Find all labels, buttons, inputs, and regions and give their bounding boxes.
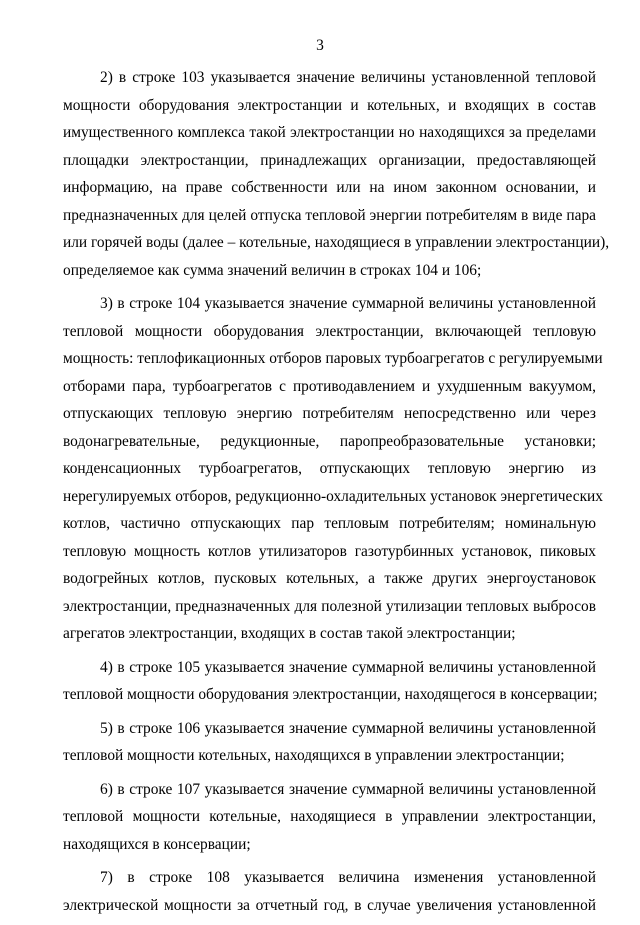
- paragraph-line: конденсационных турбоагрегатов, отпускающих тепловую энергию из: [63, 460, 596, 477]
- paragraph-line: 4) в строке 105 указывается значение суммарной величины установленной: [100, 658, 596, 676]
- paragraph-line: находящихся в консервации;: [63, 835, 251, 853]
- paragraph-line: электрической мощности за отчетный год, в случае увеличения установленной: [63, 896, 596, 914]
- page-number: 3: [316, 37, 324, 54]
- paragraph-line: тепловой мощности оборудования электростанции, включающей тепловую: [63, 322, 596, 340]
- body-text: [63, 64, 610, 925]
- paragraph-line: 5) в строке 106 указывается значение суммарной величины установленной: [100, 719, 596, 737]
- paragraph-line: отборами пара, турбоагрегатов с противодавлением и ухудшенным вакуумом,: [63, 377, 596, 395]
- paragraph-line: водонагревательные, редукционные, паропреобразовательные установки;: [63, 432, 596, 450]
- paragraph-line: мощности оборудования электростанции и котельных, и входящих в состав: [63, 96, 596, 114]
- paragraph-line: отпускающих тепловую энергию потребителям непосредственно или через: [63, 405, 596, 422]
- paragraph-line: тепловой мощности котельных, находящихся в управлении электростанции;: [63, 747, 565, 764]
- paragraph-line: водогрейных котлов, пусковых котельных, а также других энергоустановок: [63, 570, 596, 587]
- paragraph-line: электростанции, предназначенных для полезной утилизации тепловых выбросов: [63, 597, 596, 615]
- paragraph-line: определяемое как сумма значений величин в строках 104 и 106;: [63, 261, 482, 279]
- paragraph-item-3: [63, 290, 603, 648]
- paragraph-line: тепловую мощность котлов утилизаторов газотурбинных установок, пиковых: [63, 542, 596, 560]
- paragraph-line: имущественного комплекса такой электростанции но находящихся за пределами: [63, 124, 596, 141]
- paragraph-line: тепловой мощности оборудования электростанции, находящегося в консервации;: [63, 686, 598, 703]
- paragraph-line: тепловой мощности котельные, находящиеся в управлении электростанции,: [63, 808, 596, 825]
- paragraph-line: информацию, на праве собственности или на ином законном основании, и: [63, 179, 596, 196]
- paragraph-item-6: [63, 776, 596, 859]
- paragraph-item-5: [63, 715, 596, 770]
- paragraph-line: или горячей воды (далее – котельные, находящиеся в управлении электростанции),: [63, 234, 610, 251]
- paragraph-item-7: [63, 864, 596, 919]
- paragraph-line: котлов, частично отпускающих пар тепловым потребителям; номинальную: [63, 515, 596, 532]
- paragraph-line: 2) в строке 103 указывается значение величины установленной тепловой: [100, 69, 596, 86]
- paragraph-line: 6) в строке 107 указывается значение суммарной величины установленной: [100, 780, 596, 798]
- paragraph-line: 3) в строке 104 указывается значение суммарной величины установленной: [100, 295, 596, 312]
- paragraph-line: предназначенных для целей отпуска тепловой энергии потребителям в виде пара: [63, 206, 596, 224]
- paragraph-line: агрегатов электростанции, входящих в состав такой электростанции;: [63, 625, 516, 642]
- paragraph-item-4: [63, 654, 596, 709]
- paragraph-line: 7) в строке 108 указывается величина изменения установленной: [100, 869, 596, 886]
- paragraph-item-2: [63, 64, 610, 284]
- paragraph-line: нерегулируемых отборов, редукционно-охладительных установок энергетических: [63, 487, 603, 505]
- paragraph-line: площадки электростанции, принадлежащих организации, предоставляющей: [63, 151, 596, 169]
- paragraph-line: мощность: теплофикационных отборов паровых турбоагрегатов с регулируемыми: [63, 350, 603, 367]
